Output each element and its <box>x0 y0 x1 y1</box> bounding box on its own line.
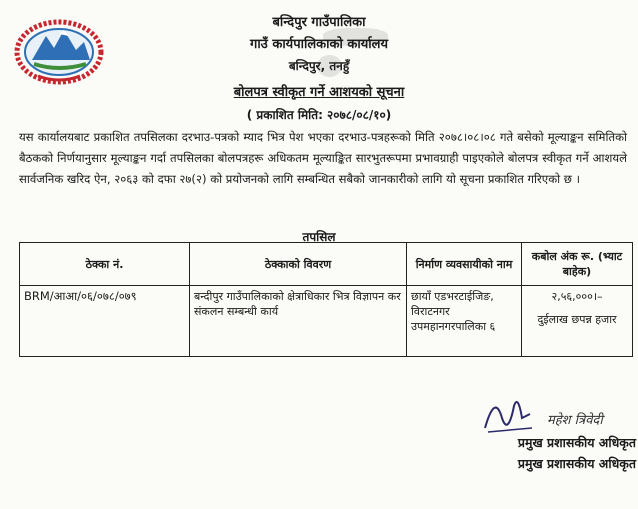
signatory-title-stamp: प्रमुख प्रशासकीय अधिकृत <box>517 456 636 471</box>
contract-table <box>19 242 633 357</box>
amount-figure: २,५६,०००।– <box>551 290 603 303</box>
header-amount: कबोल अंक रू. (भ्याट बाहेक) <box>522 243 633 286</box>
signature-scribble <box>480 388 540 438</box>
header-contract-no: ठेक्का नं. <box>20 243 190 286</box>
header-contractor: निर्माण व्यवसायीको नाम <box>407 243 522 286</box>
table-row <box>20 286 633 357</box>
cell-amount <box>522 286 633 357</box>
table-title: तपसिल <box>302 230 336 244</box>
notice-title: बोलपत्र स्वीकृत गर्ने आशयको सूचना <box>233 85 405 100</box>
table-header-row <box>20 243 633 286</box>
published-date: ( प्रकाशित मिति: २०७८/०८/१०) <box>246 108 392 122</box>
svg-text:महेश त्रिवेदी: महेश त्रिवेदी <box>547 413 603 428</box>
office-address: बन्दिपुर, तनहुँ <box>288 59 350 73</box>
cell-contractor: छायाँ एडभरटाईजिङ, विराटनगर उपमहानगरपालिका ६ <box>407 286 522 357</box>
cell-description: बन्दीपुर गाउँपालिकाको क्षेत्राधिकार भित्र विज्ञापन कर संकलन सम्बन्धी कार्य <box>190 286 407 357</box>
amount-words: दुईलाख छपन्न हजार <box>537 313 617 326</box>
cell-contract-no: BRM/आआ/०६/०७८/०७९ <box>20 286 190 357</box>
municipality-name: बन्दिपुर गाउँपालिका <box>272 15 366 30</box>
handwritten-name <box>545 404 635 434</box>
notice-body: यस कार्यालयबाट प्रकाशित तपसिलका दरभाउ-पत्रको म्याद भित्र पेश भएका दरभाउ-पत्रहरूको मिति २०७८।०८।०८ गते बसेको मूल्याङ्कन समितिको बैठकको निर्णयानुसार मूल्याङ्कन गर्दा तपसिलका बोलपत्रहरू अधिकतम मूल्याङ्कित सारभुतरूपमा प्रभावग्राही पाइएकोले बोलपत्र स्वीकृत गर्ने आशयले सार्वजनिक खरिद ऐन, २०६३ को दफा २७(२) को प्रयोजनको लागि सम्बन्धित सबैको जानकारीको लागि यो सूचना प्रकाशित गरिएको छ । <box>19 130 627 186</box>
office-name: गाउँ कार्यपालिकाको कार्यालय <box>250 37 388 52</box>
header-description: ठेक्काको विवरण <box>190 243 407 286</box>
signatory-title: प्रमुख प्रशासकीय अधिकृत <box>517 435 636 450</box>
